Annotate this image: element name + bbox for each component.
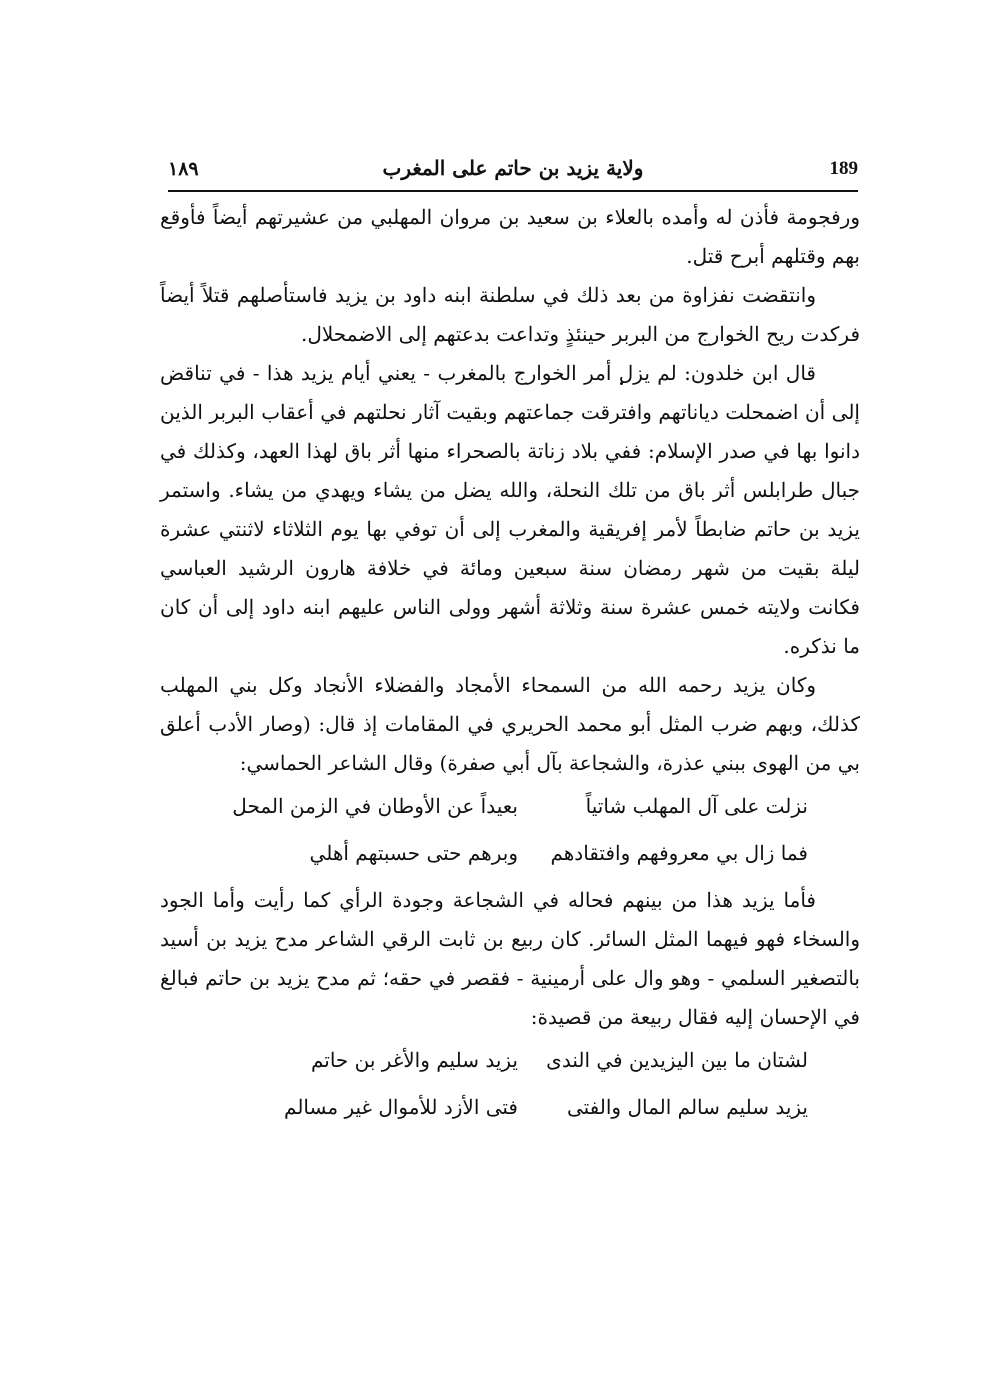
paragraph-2: وانتقضت نفزاوة من بعد ذلك في سلطنة ابنه داود بن يزيد فاستأصلهم قتلاً أيضاً فركدت ريح الخوارج من البربر حينئذٍ وتداعت بدعتهم إلى الاضمحلال. xyxy=(160,283,860,346)
verse-2-second-hemistich: وبرهم حتى حسبتهم أهلي xyxy=(309,841,518,865)
verse-line-2 xyxy=(160,834,860,873)
paragraph-5: فأما يزيد هذا من بينهم فحاله في الشجاعة وجودة الرأي كما رأيت وأما الجود والسخاء فهو فيهما المثل السائر. كان ربيع بن ثابت الرقي الشاعر مدح يزيد بن أسيد بالتصغير السلمي - وهو وال على أرمينية - فقصر في حقه؛ ثم مدح يزيد بن حاتم فبالغ في الإحسان إليه فقال ربيعة من قصيدة: xyxy=(160,888,860,1029)
verse-2-first-hemistich: فما زال بي معروفهم وافتقادهم xyxy=(550,841,808,865)
verse-1-first-hemistich: نزلت على آل المهلب شاتياً xyxy=(585,794,808,818)
paragraph-1: ورفجومة فأذن له وأمده بالعلاء بن سعيد بن مروان المهلبي من عشيرتهم أيضاً فأوقع بهم وقتلهم أبرح قتل. xyxy=(160,205,860,268)
page-body xyxy=(160,198,860,1135)
verse-4-first-hemistich: يزيد سليم سالم المال والفتى xyxy=(566,1095,808,1119)
page-number-latin: 189 xyxy=(829,158,858,179)
header-divider xyxy=(168,190,858,192)
verse-line-4 xyxy=(160,1088,860,1127)
paragraph-3: قال ابن خلدون: لم يزل أمر الخوارج بالمغرب - يعني أيام يزيد هذا - في تناقض إلى أن اضمحلت دياناتهم وافترقت جماعتهم وبقيت آثار نحلتهم في أعقاب البربر الذين دانوا بها في صدر الإسلام: ففي بلاد زناتة بالصحراء منها أثر باق لهذا العهد، وكذلك في جبال طرابلس أثر باق من تلك النحلة، والله يضل من يشاء ويهدي من يشاء. واستمر يزيد بن حاتم ضابطاً لأمر إفريقية والمغرب إلى أن توفي بها يوم الثلاثاء لاثنتي عشرة ليلة بقيت من شهر رمضان سنة سبعين ومائة في خلافة هارون الرشيد العباسي فكانت ولايته خمس عشرة سنة وثلاثة أشهر وولى الناس عليهم ابنه داود إلى أن كان ما نذكره. xyxy=(160,361,860,658)
verse-4-second-hemistich: فتى الأزد للأموال غير مسالم xyxy=(284,1095,518,1119)
verse-3-second-hemistich: يزيد سليم والأغر بن حاتم xyxy=(310,1048,518,1072)
verse-3-first-hemistich: لشتان ما بين اليزيدين في الندى xyxy=(546,1048,808,1072)
running-title: ولاية يزيد بن حاتم على المغرب xyxy=(382,156,644,180)
verse-1-second-hemistich: بعيداً عن الأوطان في الزمن المحل xyxy=(232,794,518,818)
page-number-arabic: ١٨٩ xyxy=(168,158,199,180)
paragraph-4: وكان يزيد رحمه الله من السمحاء الأمجاد والفضلاء الأنجاد وكل بني المهلب كذلك، وبهم ضرب المثل أبو محمد الحريري في المقامات إذ قال: (وصار الأدب أعلق بي من الهوى ببني عذرة، والشجاعة بآل أبي صفرة) وقال الشاعر الحماسي: xyxy=(160,673,860,775)
page-header xyxy=(168,154,858,190)
verse-line-1 xyxy=(160,787,860,826)
verse-line-3 xyxy=(160,1041,860,1080)
